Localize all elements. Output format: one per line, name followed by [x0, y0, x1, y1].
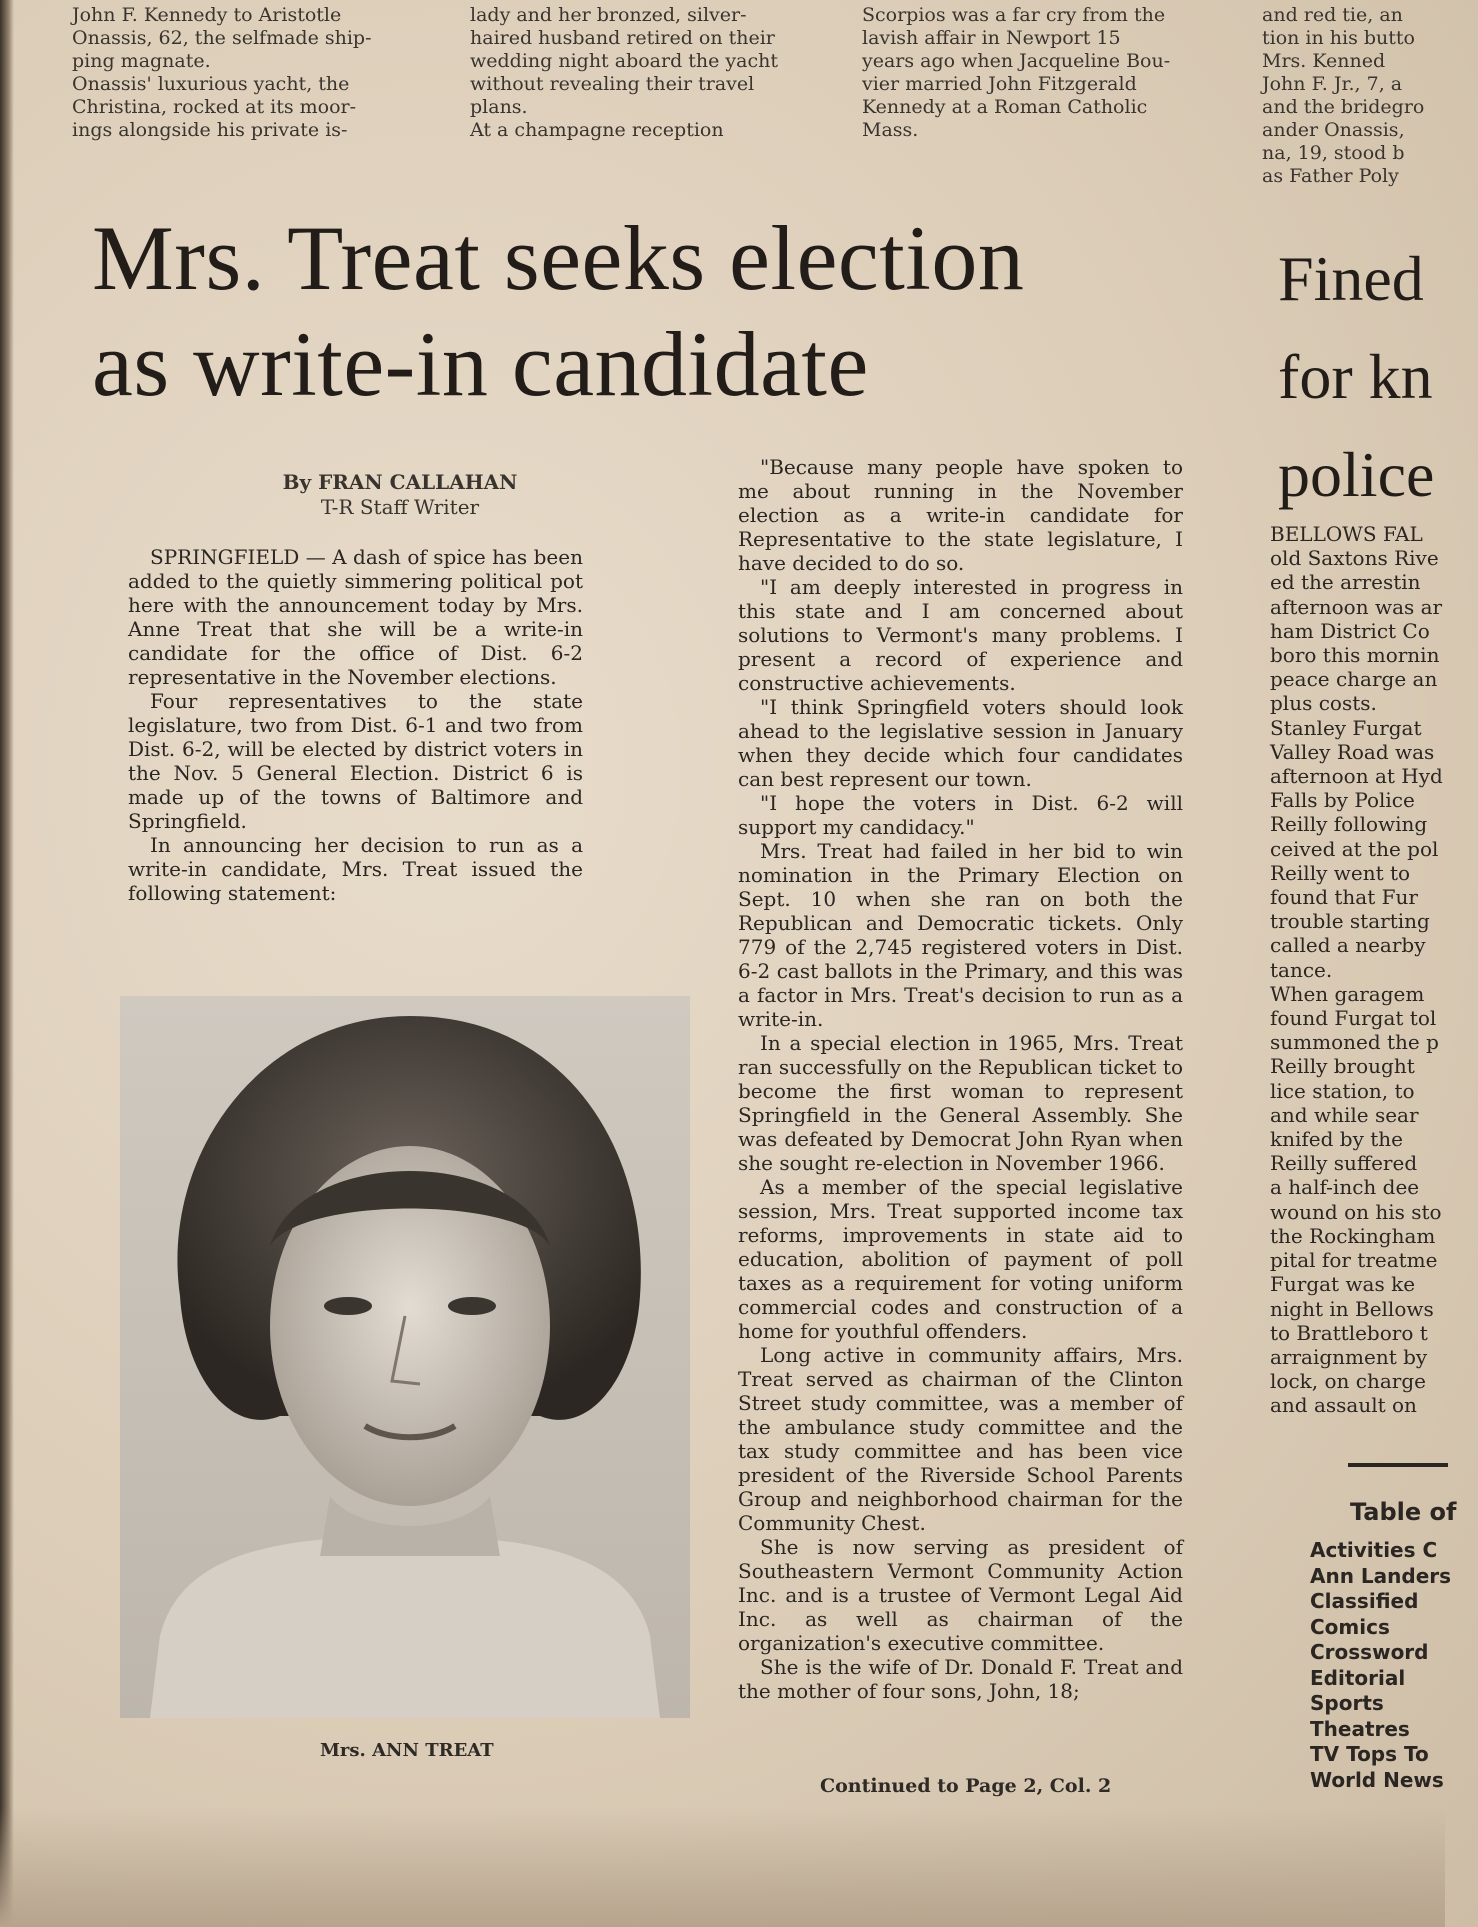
text-line: without revealing their travel — [470, 73, 755, 95]
toc-item: Ann Landers — [1310, 1563, 1452, 1588]
article-left-column — [128, 545, 583, 905]
toc-item: Comics — [1310, 1614, 1390, 1639]
article-paragraph: She is now serving as president of Southeastern Vermont Community Action Inc. and is a trustee of Vermont Legal Aid Inc. as well as chairman of the organization's executive committee. — [738, 1535, 1183, 1655]
text-line: lavish affair in Newport 15 — [862, 27, 1121, 49]
text-line: Mass. — [862, 119, 919, 141]
text-line: Mrs. Kenned — [1262, 50, 1386, 72]
text-line: plans. — [470, 96, 528, 118]
text-line: haired husband retired on their — [470, 27, 775, 49]
toc-item: Crossword — [1310, 1640, 1429, 1664]
text-line: the Rockingham — [1270, 1223, 1436, 1248]
portrait-photo — [120, 996, 690, 1718]
text-line: ceived at the pol — [1270, 836, 1439, 861]
text-line: years ago when Jacqueline Bou- — [862, 50, 1171, 72]
text-line: a half-inch dee — [1270, 1175, 1420, 1200]
text-line: John F. Kennedy to Aristotle — [72, 4, 342, 26]
text-line: to Brattleboro t — [1270, 1320, 1428, 1345]
text-line: afternoon at Hyd — [1270, 764, 1443, 789]
text-line: Reilly following — [1270, 812, 1428, 837]
text-line: lady and her bronzed, silver- — [470, 4, 747, 26]
article-headline — [92, 205, 1212, 417]
side-article-body — [1270, 522, 1445, 1418]
text-line: Scorpios was a far cry from the — [862, 4, 1166, 26]
toc-list — [1310, 1538, 1450, 1793]
headline-line-1: Mrs. Treat seeks election — [92, 207, 1025, 309]
text-line: peace charge an — [1270, 667, 1438, 692]
text-line: and red tie, an — [1262, 4, 1403, 26]
page-bottom-shadow — [0, 1807, 1445, 1927]
text-line: Falls by Police — [1270, 788, 1415, 813]
byline — [250, 470, 550, 520]
text-line: ander Onassis, — [1262, 119, 1405, 141]
text-line: pital for treatme — [1270, 1248, 1438, 1273]
toc-item: Editorial — [1310, 1665, 1406, 1690]
text-line: afternoon was ar — [1270, 594, 1443, 619]
toc-item: Sports — [1310, 1691, 1384, 1715]
text-line: BELLOWS FAL — [1270, 522, 1423, 546]
text-line: ings alongside his private is- — [72, 119, 348, 141]
toc-item: Theatres — [1310, 1716, 1410, 1741]
article-paragraph: In a special election in 1965, Mrs. Treat ran successfully on the Republican ticket to become the first woman to represent Springfield in the General Assembly. She was defeated by Democrat John Ryan when she sought re-election in November 1966. — [738, 1031, 1183, 1175]
top-column-3 — [862, 4, 1232, 142]
text-line: called a nearby — [1270, 933, 1426, 958]
text-line: ed the arrestin — [1270, 570, 1421, 595]
text-line: At a champagne reception — [470, 119, 724, 141]
top-column-1 — [72, 4, 452, 142]
toc-item: Classified — [1310, 1589, 1419, 1613]
toc-item: Activities C — [1310, 1538, 1438, 1562]
text-line: Stanley Furgat — [1270, 715, 1422, 740]
text-line: vier married John Fitzgerald — [862, 73, 1137, 95]
article-paragraph: "I am deeply interested in progress in this state and I am concerned about solutions to Vermont's many problems. I present a record of experience and constructive achievements. — [738, 575, 1183, 695]
article-paragraph: "Because many people have spoken to me about running in the November election as a write-in candidate for Representative to the state legislature, I have decided to do so. — [738, 455, 1183, 575]
text-line: lock, on charge — [1270, 1369, 1426, 1394]
text-line: and assault on — [1270, 1393, 1417, 1418]
byline-name: By FRAN CALLAHAN — [282, 470, 518, 494]
text-line: Reilly suffered — [1270, 1151, 1418, 1176]
text-line: Onassis, 62, the selfmade ship- — [72, 27, 372, 49]
article-paragraph: SPRINGFIELD — A dash of spice has been added to the quietly simmering political pot here with the announcement today by Mrs. Anne Treat that she will be a write-in candidate for the office of Dist. 6-2 representative in the November elections. — [128, 545, 583, 689]
side-headline-line: Fined — [1278, 243, 1424, 314]
text-line: wound on his sto — [1270, 1199, 1442, 1224]
text-line: and the bridegro — [1262, 96, 1425, 118]
continued-notice: Continued to Page 2, Col. 2 — [820, 1775, 1112, 1797]
text-line: ping magnate. — [72, 50, 211, 72]
text-line: Reilly brought — [1270, 1054, 1415, 1079]
text-line: Kennedy at a Roman Catholic — [862, 96, 1148, 118]
text-line: Furgat was ke — [1270, 1272, 1416, 1297]
text-line: wedding night aboard the yacht — [470, 50, 779, 72]
article-paragraph: "I think Springfield voters should look ahead to the legislative session in January when they decide which four candidates can best represent our town. — [738, 695, 1183, 791]
side-headline-line: police — [1278, 439, 1435, 510]
text-line: summoned the p — [1270, 1030, 1439, 1055]
article-paragraph: She is the wife of Dr. Donald F. Treat and the mother of four sons, John, 18; — [738, 1655, 1183, 1703]
article-paragraph: Long active in community affairs, Mrs. Treat served as chairman of the Clinton Street study committee, was a member of the ambulance study committee and the tax study committee and has been vice president of the Riverside School Parents Group and neighborhood chairman for the Community Chest. — [738, 1343, 1183, 1535]
toc-item: TV Tops To — [1310, 1742, 1429, 1766]
top-column-2 — [470, 4, 840, 142]
text-line: Christina, rocked at its moor- — [72, 96, 357, 118]
text-line: ham District Co — [1270, 618, 1430, 643]
photo-caption: Mrs. ANN TREAT — [320, 1740, 494, 1761]
text-line: na, 19, stood b — [1262, 142, 1405, 164]
article-paragraph: Four representatives to the state legislature, two from Dist. 6-1 and two from Dist. 6-2, will be elected by district voters in the Nov. 5 General Election. District 6 is made up of the towns of Baltimore and Springfield. — [128, 689, 583, 833]
toc-title: Table of — [1350, 1498, 1457, 1526]
text-line: tance. — [1270, 957, 1333, 982]
text-line: trouble starting — [1270, 909, 1430, 934]
article-paragraph: In announcing her decision to run as a write-in candidate, Mrs. Treat issued the following statement: — [128, 833, 583, 905]
text-line: boro this mornin — [1270, 643, 1440, 668]
text-line: arraignment by — [1270, 1344, 1428, 1369]
portrait-image — [120, 996, 690, 1718]
text-line: night in Bellows — [1270, 1296, 1434, 1321]
text-line: found Furgat tol — [1270, 1006, 1437, 1031]
page-edge-shadow — [0, 0, 14, 1927]
side-headline-line: for kn — [1278, 341, 1433, 412]
text-line: knifed by the — [1270, 1127, 1404, 1152]
byline-title: T-R Staff Writer — [320, 495, 480, 519]
text-line: When garagem — [1270, 981, 1425, 1006]
text-line: old Saxtons Rive — [1270, 546, 1439, 571]
text-line: tion in his butto — [1262, 27, 1415, 49]
side-article-headline — [1278, 230, 1478, 524]
headline-line-2: as write-in candidate — [92, 313, 869, 415]
divider-rule — [1348, 1463, 1448, 1467]
text-line: plus costs. — [1270, 691, 1377, 716]
text-line: John F. Jr., 7, a — [1262, 73, 1403, 95]
text-line: Reilly went to — [1270, 860, 1411, 885]
article-paragraph: Mrs. Treat had failed in her bid to win nomination in the Primary Election on Sept. 10 when she ran on both the Republican and Democratic tickets. Only 779 of the 2,745 registered voters in Dist. 6-2 cast ballots in the Primary, and this was a factor in Mrs. Treat's decision to run as a write-in. — [738, 839, 1183, 1031]
text-line: Onassis' luxurious yacht, the — [72, 73, 350, 95]
article-paragraph: As a member of the special legislative session, Mrs. Treat supported income tax reforms, improvements in state aid to education, abolition of payment of poll taxes as a requirement for voting uniform commercial codes and construction of a home for youthful offenders. — [738, 1175, 1183, 1343]
article-right-column — [738, 455, 1183, 1703]
text-line: and while sear — [1270, 1102, 1419, 1127]
article-paragraph: "I hope the voters in Dist. 6-2 will support my candidacy." — [738, 791, 1183, 839]
toc-item: World News — [1310, 1767, 1444, 1792]
text-line: found that Fur — [1270, 885, 1418, 910]
text-line: lice station, to — [1270, 1078, 1415, 1103]
top-column-4 — [1262, 4, 1445, 188]
text-line: as Father Poly — [1262, 165, 1399, 187]
text-line: Valley Road was — [1270, 739, 1435, 764]
